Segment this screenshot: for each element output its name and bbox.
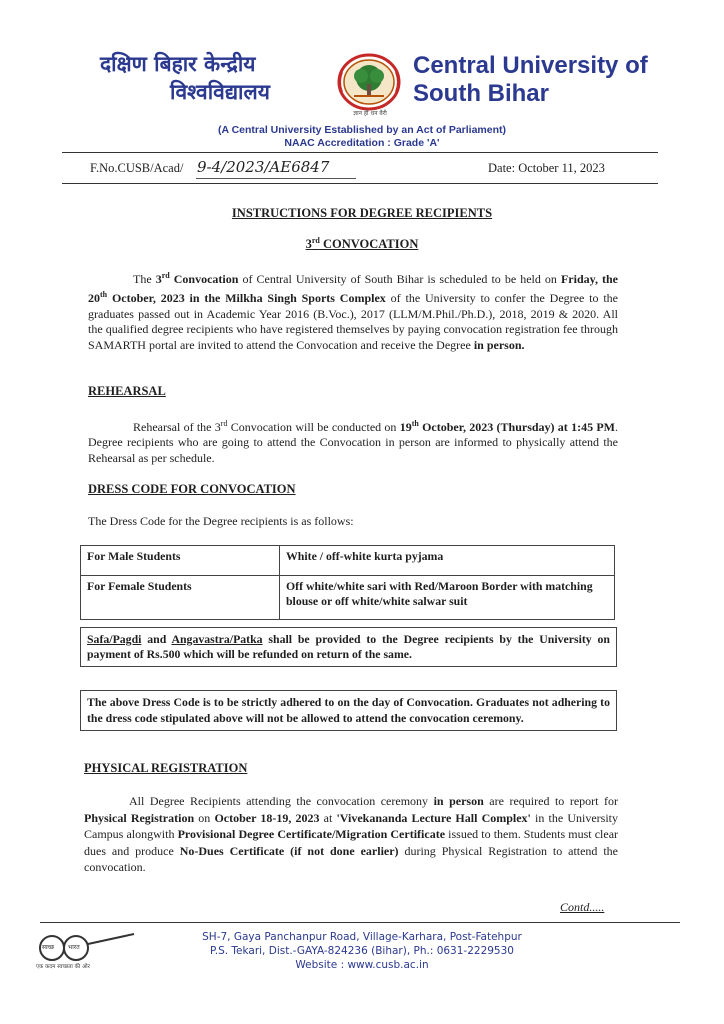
physical-bold-4: 'Vivekananda Lecture Hall Complex' [336, 810, 531, 825]
intro-sup-1: rd [161, 271, 170, 280]
dress-who-male: For Male Students [81, 546, 280, 576]
table-row [81, 546, 615, 576]
physical-bold-1: in person [433, 794, 484, 808]
university-name-english-line2: South Bihar [413, 80, 549, 107]
intro-bold-1b: Convocation [169, 272, 239, 286]
logo-motto: ज्ञान ही धन वैरी [353, 110, 387, 117]
dress-what-female: Off white/white sari with Red/Maroon Border with matching blouse or off white/white salwar suit [280, 576, 615, 620]
safa-term: Safa/Pagdi [87, 632, 142, 646]
angavastra-term: Angavastra/Patka [171, 632, 263, 646]
intro-bold-3: in person. [473, 337, 525, 352]
rehearsal-paragraph [88, 416, 618, 466]
intro-paragraph [88, 268, 618, 353]
physical-bold-3: October 18-19, 2023 [214, 810, 320, 825]
rehearsal-text-2: Convocation will be conducted on [227, 420, 400, 434]
footer-website: Website : www.cusb.ac.in [295, 959, 429, 971]
document-date: Date: October 11, 2023 [488, 161, 605, 175]
header-divider [62, 152, 658, 153]
file-number-handwritten: 9-4/2023/AE6847 [197, 158, 330, 176]
intro-bold-2b: October, 2023 in the Milkha Singh Sports Complex [107, 291, 386, 306]
physical-text-2: are required to report for [483, 794, 618, 808]
physical-text-4: at [319, 810, 337, 825]
rehearsal-text-3: . Degree recipients who are going to attend the Convocation in person are informed to physically attend the Rehearsal as per schedule. [88, 420, 618, 465]
university-name-hindi-line2: विश्वविद्यालय [170, 80, 270, 104]
intro-text-3: of the University to confer the Degree to the graduates passed out in Academic Year 2016 (B.Voc.), 2017 (LLM/M.Phil./Ph.D.), 2018, 2019 & 2020. All the qualified degree recipients who have registered themselves by paying convocation registration fee through SAMARTH portal are invited to attend the Convocation and receive the Degree [88, 291, 619, 352]
convocation-suffix: rd [311, 236, 320, 245]
continued-marker: Contd..... [560, 900, 605, 914]
university-name-english-line1: Central University of [413, 52, 648, 79]
document-title: INSTRUCTIONS FOR DEGREE RECIPIENTS [231, 206, 493, 220]
physical-text-7: during Physical Registration to attend the convocation. [84, 843, 619, 875]
physical-bold-2: Physical Registration [84, 810, 195, 825]
swachh-caption: एक कदम स्वच्छता की ओर [36, 964, 90, 970]
physical-text-6: issued to them. Students must clear dues and produce [84, 827, 619, 858]
swachh-word: स्वच्छ [42, 944, 55, 951]
physical-text-1: All Degree Recipients attending the convocation ceremony [129, 794, 434, 808]
safa-note-box [80, 627, 617, 667]
intro-text-2: of Central University of South Bihar is scheduled to be held on [238, 272, 561, 286]
dress-who-female: For Female Students [81, 576, 280, 620]
dress-code-heading: DRESS CODE FOR CONVOCATION [88, 482, 296, 496]
safa-and: and [141, 632, 172, 646]
table-row [81, 576, 615, 620]
rehearsal-sup-1: rd [220, 419, 228, 428]
dress-code-intro: The Dress Code for the Degree recipients is as follows: [88, 514, 354, 528]
strict-text: The above Dress Code is to be strictly adhered to on the day of Convocation. Graduates not adhering to the dress code stipulated above will not be allowed to attend the convocation ceremony. [87, 695, 610, 725]
intro-bold-1: 3 [155, 272, 162, 286]
ref-divider [62, 183, 658, 184]
strict-note-box [80, 690, 617, 731]
convocation-word: CONVOCATION [319, 237, 419, 252]
physical-registration-heading: PHYSICAL REGISTRATION [84, 761, 248, 775]
footer-divider [40, 922, 680, 923]
physical-text-3: on [194, 810, 215, 825]
university-logo [334, 52, 404, 116]
rehearsal-bold-1b: October, 2023 (Thursday) at 1:45 PM [418, 420, 615, 434]
file-number-underline [196, 178, 356, 179]
intro-text-1: The [133, 272, 156, 286]
file-number-prefix: F.No.CUSB/Acad/ [90, 161, 184, 175]
subtitle-act-of-parliament: (A Central University Established by an Act of Parliament) [217, 124, 507, 136]
physical-bold-6: No-Dues Certificate (if not done earlier) [179, 843, 399, 858]
bharat-word: भारत [68, 944, 80, 951]
convocation-number: 3 [305, 237, 312, 252]
footer-address-line1: SH-7, Gaya Panchanpur Road, Village-Karhara, Post-Fatehpur [202, 931, 522, 943]
rehearsal-sup-2: th [411, 419, 419, 428]
dress-what-male: White / off-white kurta pyjama [280, 546, 615, 576]
subtitle-naac: NAAC Accreditation : Grade 'A' [284, 137, 440, 149]
physical-bold-5: Provisional Degree Certificate/Migration Certificate [177, 827, 446, 842]
rehearsal-bold-1: 19 [399, 420, 412, 434]
footer-address-line2: P.S. Tekari, Dist.-GAYA-824236 (Bihar), Ph.: 0631-2229530 [210, 945, 514, 957]
physical-registration-paragraph [84, 793, 618, 876]
university-name-hindi-line1: दक्षिण बिहार केन्द्रीय [100, 52, 256, 76]
physical-text-5: in the University Campus alongwith [84, 810, 618, 842]
intro-bold-2: Friday, the 20 [88, 272, 618, 306]
convocation-heading [0, 236, 724, 252]
safa-rest: shall be provided to the Degree recipients by the University on payment of Rs.500 which will be refunded on return of the same. [87, 632, 610, 661]
intro-sup-2: th [100, 290, 108, 300]
rehearsal-text-1: Rehearsal of the 3 [133, 420, 221, 434]
dress-code-table [80, 545, 615, 620]
rehearsal-heading: REHEARSAL [88, 384, 166, 398]
